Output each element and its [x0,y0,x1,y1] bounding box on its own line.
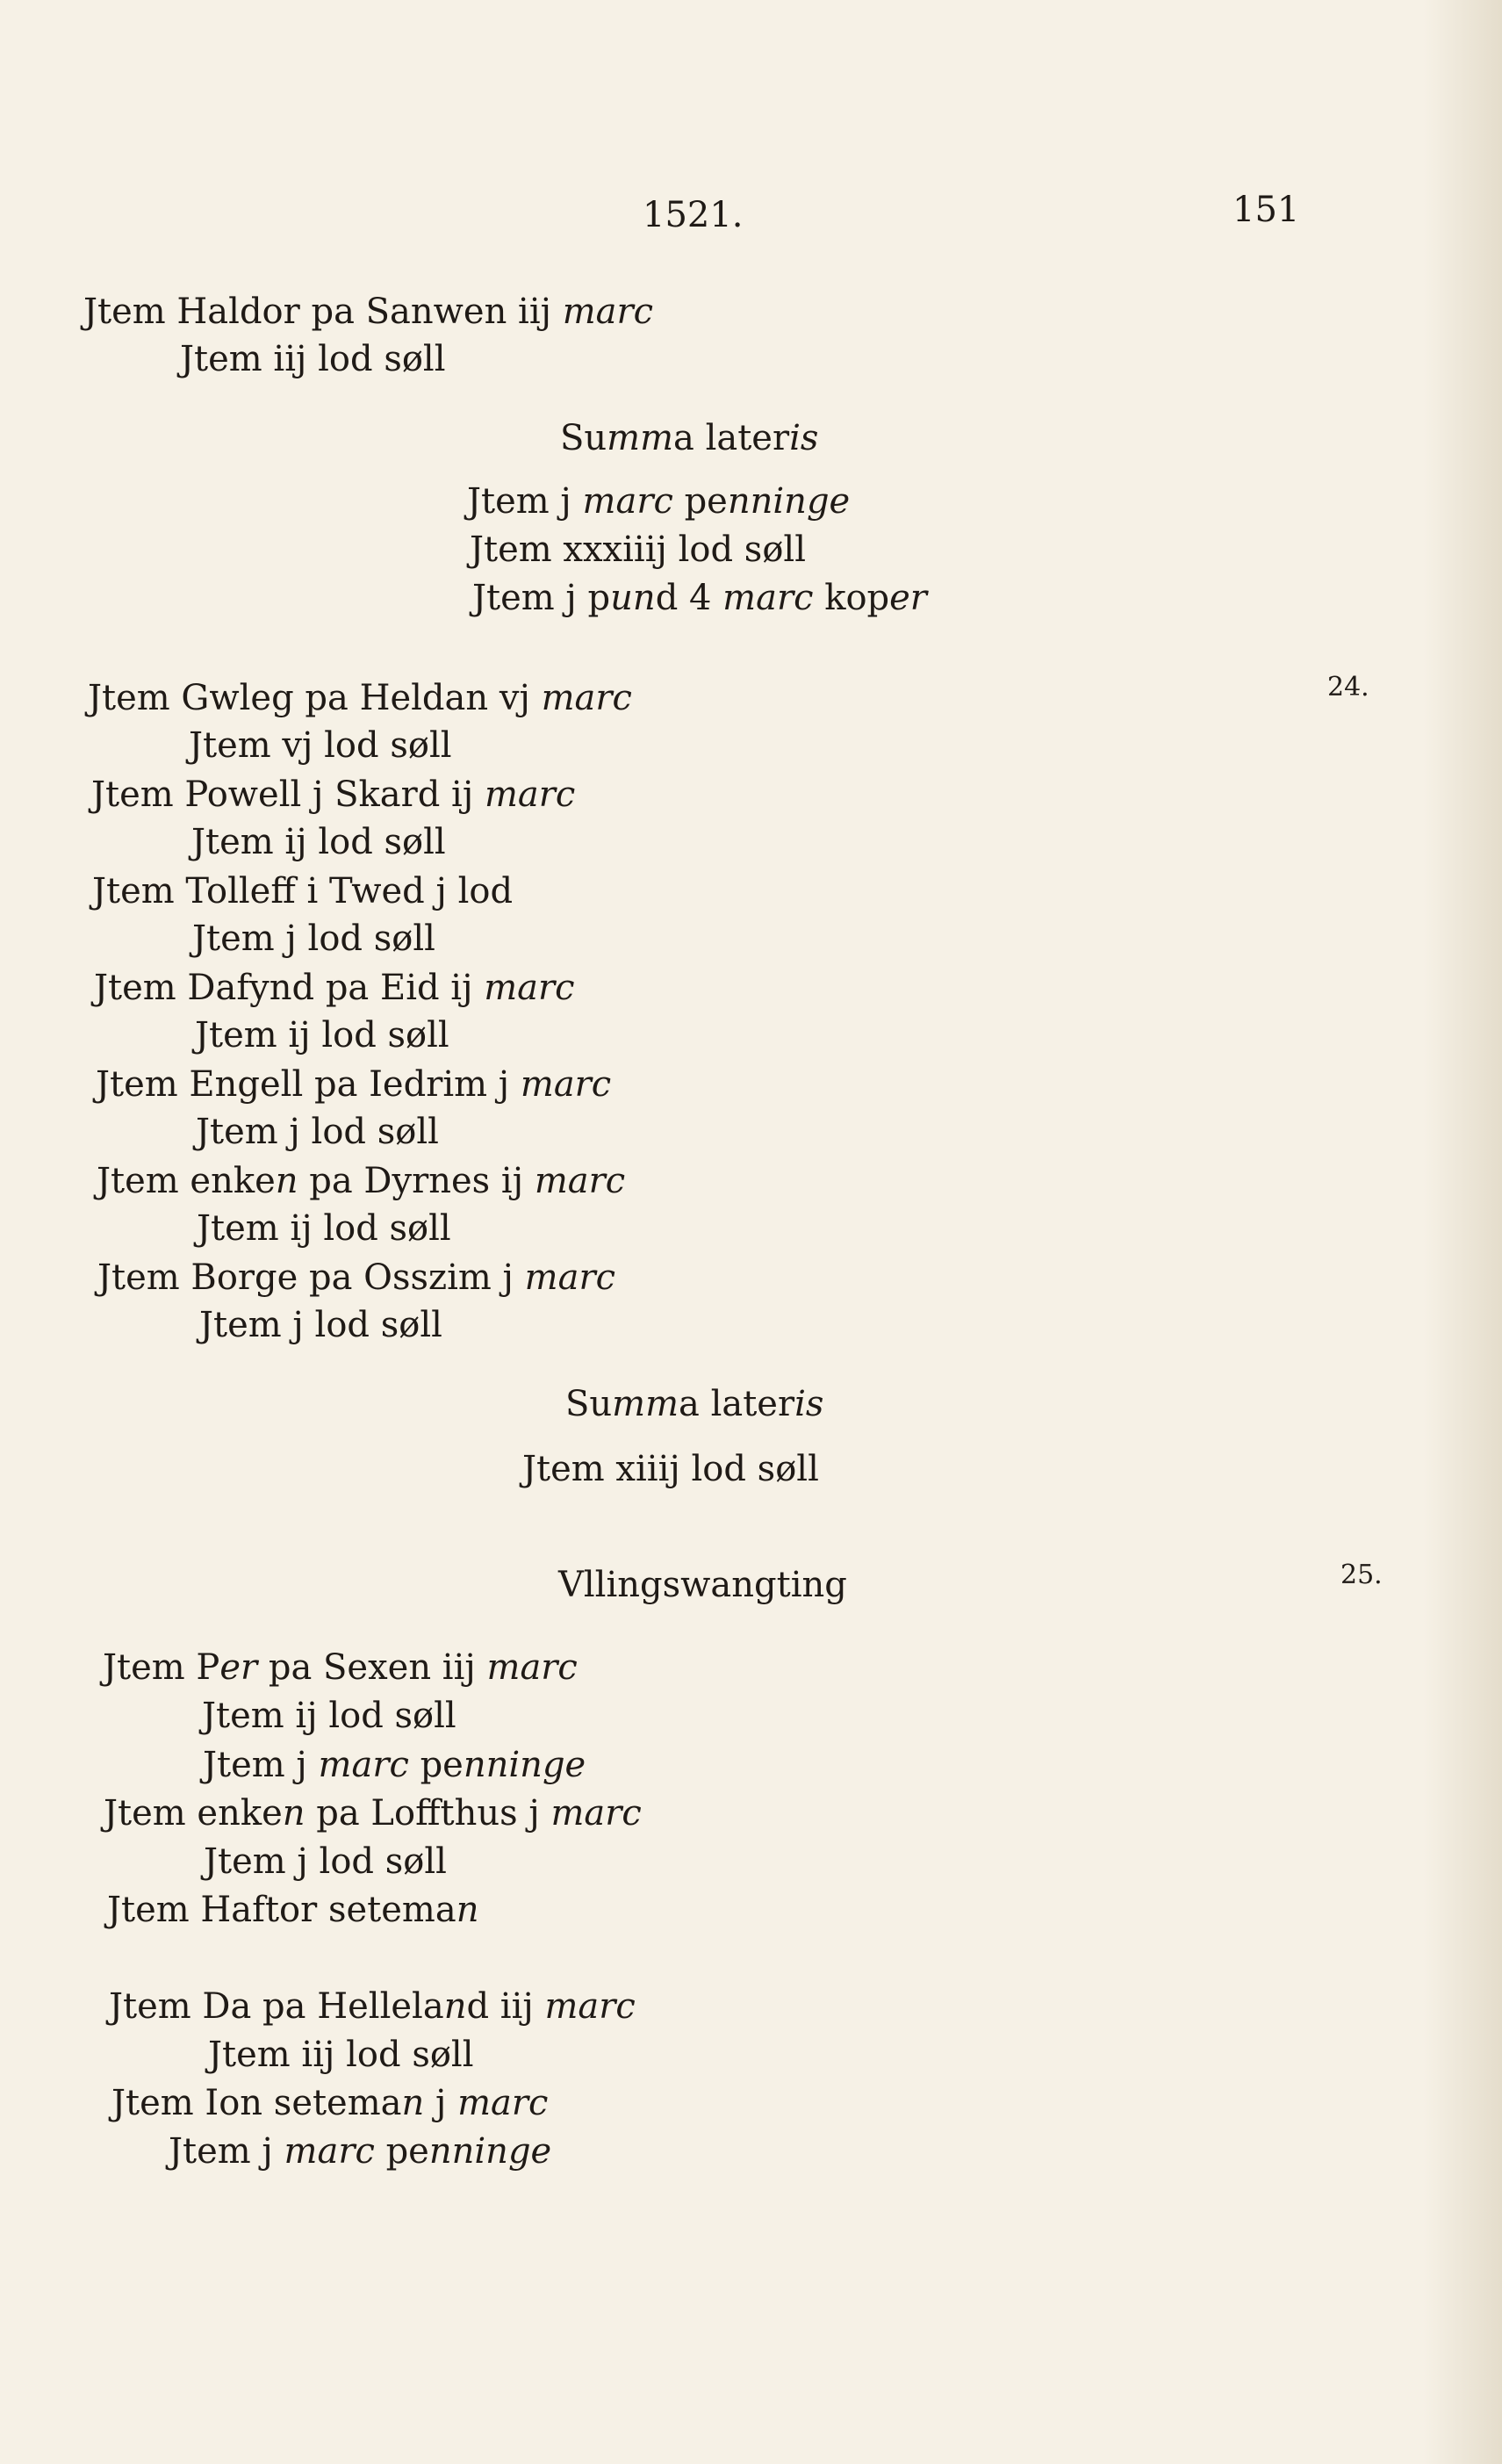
italic-expansion: n [443,1986,467,2027]
text-segment: Jtem ij lod søll [195,1015,449,1055]
text-segment: Vllingswangting [558,1565,847,1605]
italic-expansion: is [794,1384,824,1424]
text-segment: d 4 [655,578,723,618]
italic-expansion: marc [457,2083,549,2123]
entry-line [91,775,575,815]
entry-line [197,1208,451,1249]
text-segment: Jtem ij lod søll [202,1696,456,1736]
entry-line [195,1015,449,1055]
entry-line [88,678,632,718]
entry-line [189,725,452,766]
italic-expansion: is [789,418,819,458]
text-segment: Jtem Engell pa Iedrim j [96,1064,521,1105]
italic-expansion: marc [534,1161,626,1201]
entry-line [558,1565,847,1605]
entry-line [97,1161,625,1201]
italic-expansion: n [401,2083,425,2123]
entry-line [199,1305,442,1345]
text-segment: Jtem j p [472,578,611,618]
entry-line [202,1696,456,1736]
text-segment: Jtem j [467,481,583,522]
text-segment: Jtem P [103,1647,220,1688]
text-segment: d iij [466,1986,545,2027]
text-segment: Jtem Da pa Hellela [109,1986,444,2027]
italic-expansion: marc [541,678,632,718]
text-segment: Jtem xiiij lod søll [522,1449,819,1489]
text-segment: j [424,2083,458,2123]
text-segment: Jtem iij lod søll [180,339,446,379]
italic-expansion: marc [582,481,673,522]
text-segment: Jtem j lod søll [204,1841,447,1882]
italic-expansion: marc [544,1986,636,2027]
entry-line [191,822,446,862]
text-segment: Jtem Gwleg pa Heldan vj [88,678,542,718]
text-segment: Jtem enke [104,1793,283,1834]
running-header-year: 1521. [643,195,744,235]
entry-line [560,418,818,458]
text-segment: pa Dyrnes ij [298,1161,535,1201]
italic-expansion: marc [550,1793,642,1834]
entry-line [111,2083,548,2123]
entry-line [169,2131,551,2172]
text-segment: Jtem Dafynd pa Eid ij [94,968,485,1008]
text-segment: Jtem iij lod søll [208,2035,474,2075]
text-segment: Jtem j lod søll [192,919,435,959]
entry-line [104,1793,642,1834]
text-segment: Jtem Tolleff i Twed j lod [92,871,514,911]
entry-line [192,919,435,959]
entry-line [522,1449,819,1489]
text-segment: pa Sexen iij [257,1647,487,1688]
margin-number: 25. [1340,1560,1383,1590]
italic-expansion: marc [486,1647,578,1688]
text-segment: Jtem vj lod søll [189,725,452,766]
italic-expansion: marc [562,292,654,332]
italic-expansion: nninge [463,1745,586,1785]
text-segment: Su [560,418,607,458]
text-segment: kop [813,578,890,618]
italic-expansion: er [889,578,927,618]
entry-line [96,1064,611,1105]
entry-line [472,578,927,618]
italic-expansion: nninge [727,481,851,522]
text-segment: Jtem Haldor pa Sanwen iij [83,292,563,332]
entry-line [565,1384,823,1424]
text-segment: Jtem j [203,1745,319,1785]
text-segment: a later [673,418,790,458]
entry-line [103,1647,578,1688]
italic-expansion: er [219,1647,258,1688]
text-segment: Jtem j lod søll [199,1305,442,1345]
entry-line [196,1112,439,1152]
italic-expansion: nninge [428,2131,552,2172]
italic-expansion: mm [612,1384,679,1424]
italic-expansion: un [610,578,656,618]
text-segment: Jtem xxxiiij lod søll [470,530,806,570]
text-segment: pe [374,2131,429,2172]
italic-expansion: marc [520,1064,612,1105]
text-segment: Jtem j [169,2131,284,2172]
italic-expansion: n [456,1890,479,1930]
italic-expansion: marc [722,578,814,618]
margin-number: 24. [1327,672,1369,702]
italic-expansion: marc [284,2131,375,2172]
text-segment: Jtem j lod søll [196,1112,439,1152]
italic-expansion: marc [318,1745,409,1785]
italic-expansion: n [275,1161,298,1201]
entry-line [107,1890,478,1930]
entry-line [92,871,513,911]
text-segment: Su [565,1384,613,1424]
text-segment: Jtem ij lod søll [191,822,446,862]
italic-expansion: mm [607,418,674,458]
entry-line [470,530,806,570]
entry-line [208,2035,474,2075]
text-segment: Jtem Borge pa Osszim j [97,1257,525,1298]
italic-expansion: marc [484,968,575,1008]
italic-expansion: marc [484,775,576,815]
italic-expansion: n [282,1793,305,1834]
entry-line [109,1986,636,2027]
text-segment: Jtem Powell j Skard ij [91,775,485,815]
italic-expansion: marc [524,1257,615,1298]
text-segment: Jtem enke [97,1161,276,1201]
entry-line [83,292,653,332]
entry-line [204,1841,447,1882]
text-segment: Jtem Haftor setema [107,1890,456,1930]
text-segment: pe [408,1745,464,1785]
text-segment: a later [679,1384,795,1424]
text-segment: pa Loffthus j [305,1793,551,1834]
text-segment: Jtem Ion setema [111,2083,402,2123]
entry-line [467,481,850,522]
entry-line [180,339,446,379]
text-segment: pe [672,481,728,522]
entry-line [97,1257,615,1298]
page-number: 151 [1233,190,1300,230]
text-segment: Jtem ij lod søll [197,1208,451,1249]
entry-line [94,968,575,1008]
entry-line [203,1745,586,1785]
